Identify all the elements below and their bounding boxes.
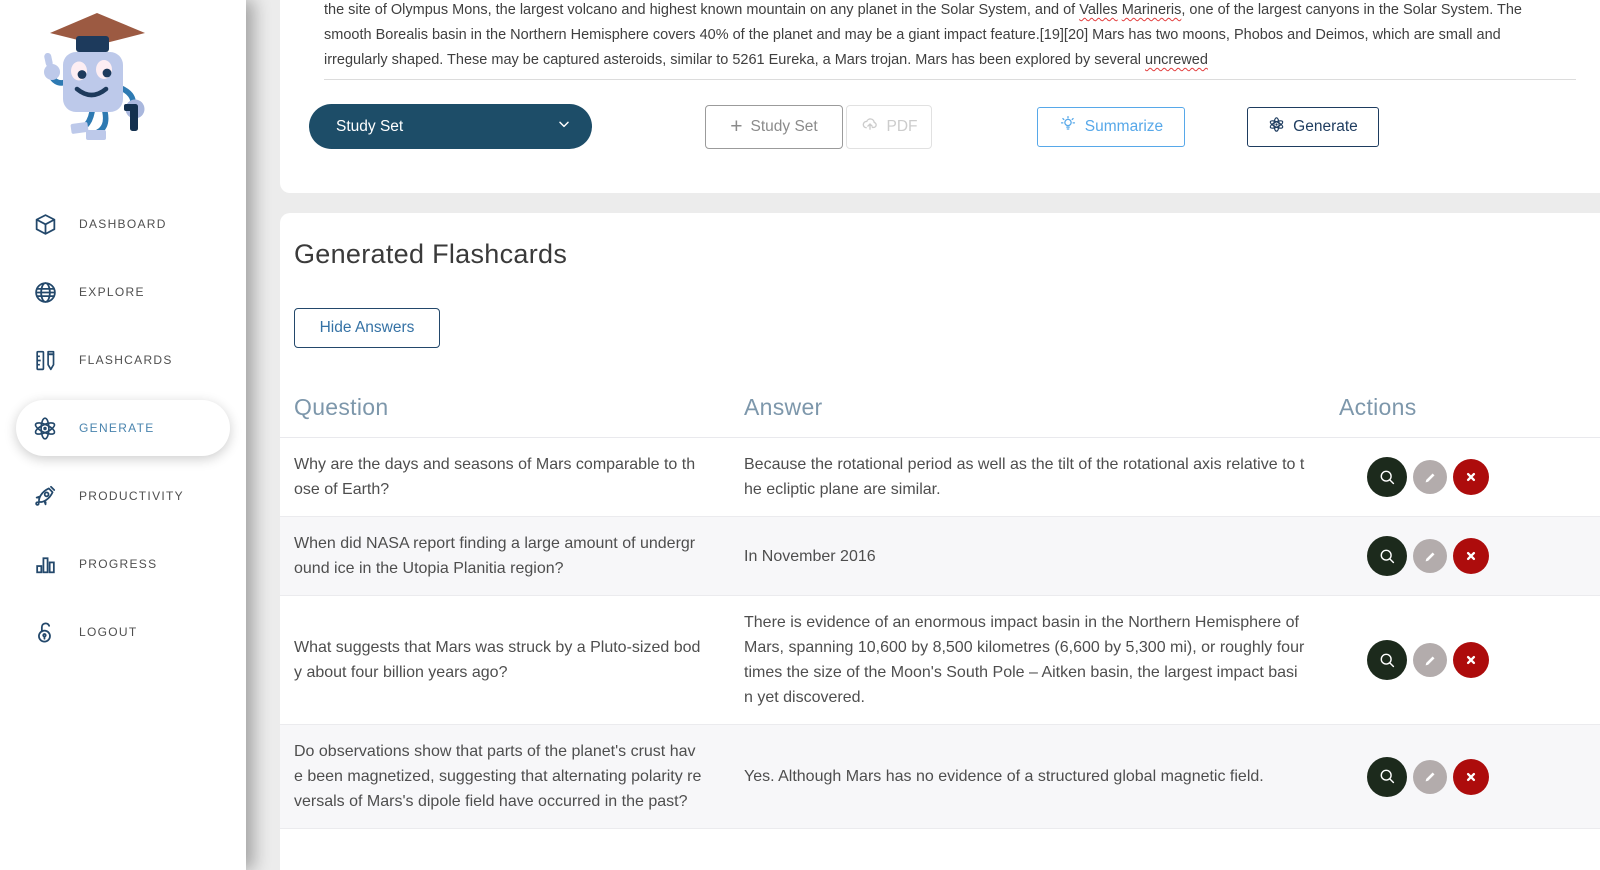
row-actions	[1339, 757, 1600, 797]
sidebar-item-progress[interactable]	[16, 536, 230, 592]
misspelled-word: uncrewed	[1145, 52, 1208, 68]
source-text-card	[280, 0, 1600, 193]
atom-icon	[1268, 116, 1285, 138]
column-header-question: Question	[294, 394, 389, 420]
question-cell: Why are the days and seasons of Mars comparable to those of Earth?	[294, 456, 696, 498]
row-actions	[1339, 536, 1600, 576]
question-cell: Do observations show that parts of the planet's crust have been magnetized, suggesting that alternating polarity reversals of Mars's dipole field have occurred in the past?	[294, 743, 702, 810]
delete-flashcard-button[interactable]	[1453, 759, 1489, 795]
lightbulb-icon	[1059, 115, 1077, 138]
sidebar-item-explore[interactable]	[16, 264, 230, 320]
sidebar-nav	[0, 196, 246, 660]
source-text-segment: the site of Olympus Mons, the largest volcano and highest known mountain on any planet in the Solar System, and of	[324, 2, 1080, 18]
table-row	[280, 725, 1600, 829]
cloud-upload-icon	[861, 115, 879, 138]
sidebar	[0, 0, 246, 870]
summarize-button[interactable]	[1037, 107, 1185, 147]
source-text-editor[interactable]	[324, 0, 1576, 80]
zoom-flashcard-button[interactable]	[1367, 536, 1407, 576]
delete-flashcard-button[interactable]	[1453, 459, 1489, 495]
source-text-segment: , one of the largest canyons in the Solar System. The smooth Borealis basin in the Northern Hemisphere covers 40% of the planet and may be a giant impact feature.[19][20] Mars has two moons, Phobos and Deimos, which are small and irregularly shaped. These may be captured asteroids, similar to 5261 Eureka, a Mars trojan. Mars has been explored by several	[324, 2, 1523, 68]
edit-flashcard-button[interactable]	[1413, 760, 1447, 794]
add-study-set-label: Study Set	[750, 117, 818, 135]
globe-icon	[32, 279, 58, 305]
zoom-flashcard-button[interactable]	[1367, 457, 1407, 497]
lock-open-icon	[32, 619, 58, 645]
cube-icon	[32, 211, 58, 237]
question-cell: When did NASA report finding a large amount of underground ice in the Utopia Planitia region?	[294, 535, 696, 577]
answer-cell: There is evidence of an enormous impact basin in the Northern Hemisphere of Mars, spanning 10,600 by 8,500 kilometres (6,600 by 5,300 mi), or roughly four times the size of the Moon's South Pole – Aitken basin, the largest impact basin yet discovered.	[744, 614, 1305, 706]
zoom-flashcard-button[interactable]	[1367, 757, 1407, 797]
answer-cell: In November 2016	[744, 547, 876, 565]
page-title: Generated Flashcards	[294, 239, 568, 269]
sidebar-item-dashboard[interactable]	[16, 196, 230, 252]
table-row	[280, 596, 1600, 725]
sidebar-item-label: GENERATE	[79, 421, 155, 435]
sidebar-item-logout[interactable]	[16, 604, 230, 660]
main-content	[280, 0, 1600, 870]
plus-icon: +	[730, 115, 743, 138]
export-button-group	[705, 105, 932, 149]
delete-flashcard-button[interactable]	[1453, 538, 1489, 574]
generate-label: Generate	[1293, 117, 1358, 135]
column-header-answer: Answer	[744, 394, 823, 420]
question-cell: What suggests that Mars was struck by a Pluto-sized body about four billion years ago?	[294, 639, 701, 681]
sidebar-item-label: PROGRESS	[79, 557, 158, 571]
misspelled-word: Marineris	[1121, 2, 1182, 18]
edit-flashcard-button[interactable]	[1413, 539, 1447, 573]
bar-chart-icon	[32, 551, 58, 577]
edit-flashcard-button[interactable]	[1413, 460, 1447, 494]
sidebar-item-label: PRODUCTIVITY	[79, 489, 184, 503]
sidebar-item-label: EXPLORE	[79, 285, 145, 299]
answer-cell: Yes. Although Mars has no evidence of a structured global magnetic field.	[744, 768, 1264, 785]
mascot-logo	[20, 0, 180, 150]
delete-flashcard-button[interactable]	[1453, 642, 1489, 678]
table-row	[280, 517, 1600, 596]
row-actions	[1339, 457, 1600, 497]
study-set-dropdown-label: Study Set	[336, 117, 404, 135]
add-study-set-button[interactable]	[705, 105, 843, 149]
study-set-dropdown[interactable]	[309, 104, 592, 149]
generated-flashcards-card	[280, 213, 1600, 870]
edit-flashcard-button[interactable]	[1413, 643, 1447, 677]
pdf-export-button[interactable]	[846, 105, 932, 149]
column-header-actions: Actions	[1339, 394, 1417, 420]
misspelled-word: Valles	[1079, 2, 1118, 18]
answer-cell: Because the rotational period as well as the tilt of the rotational axis relative to the ecliptic plane are similar.	[744, 456, 1305, 498]
chevron-down-icon	[556, 116, 572, 137]
sidebar-item-label: FLASHCARDS	[79, 353, 173, 367]
summarize-label: Summarize	[1084, 117, 1164, 135]
sidebar-item-label: LOGOUT	[79, 625, 138, 639]
zoom-flashcard-button[interactable]	[1367, 640, 1407, 680]
rocket-icon	[32, 483, 58, 509]
table-header-row	[280, 380, 1600, 438]
flashcards-table	[280, 380, 1600, 829]
hide-answers-button[interactable]	[294, 308, 440, 348]
table-row	[280, 438, 1600, 517]
sidebar-item-label: DASHBOARD	[79, 217, 167, 231]
generate-button[interactable]	[1247, 107, 1379, 147]
flashcards-icon	[32, 347, 58, 373]
hide-answers-label: Hide Answers	[319, 319, 415, 336]
sidebar-item-flashcards[interactable]	[16, 332, 230, 388]
atom-icon	[32, 415, 58, 441]
sidebar-item-productivity[interactable]	[16, 468, 230, 524]
pdf-label: PDF	[886, 117, 918, 135]
sidebar-item-generate[interactable]	[16, 400, 230, 456]
row-actions	[1339, 640, 1600, 680]
toolbar	[280, 80, 1600, 193]
